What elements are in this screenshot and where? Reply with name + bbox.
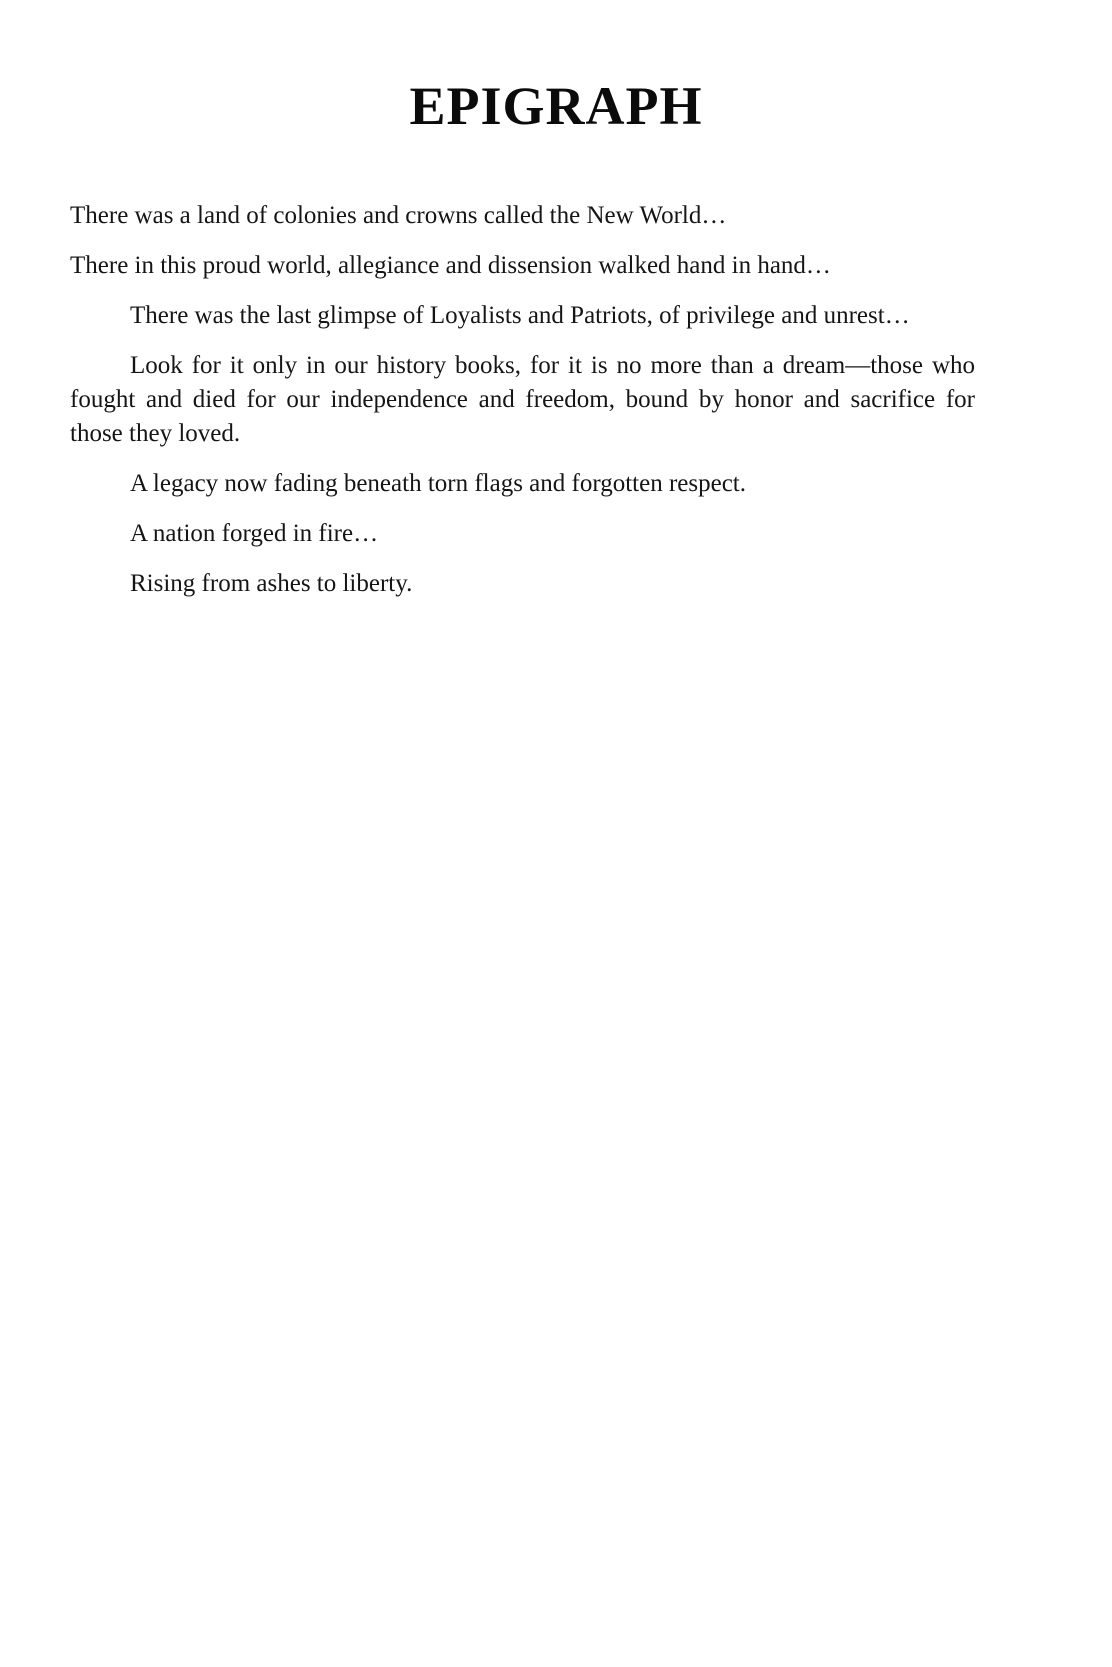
epigraph-body [70, 199, 975, 617]
epigraph-paragraph-6: A nation forged in fire… [130, 520, 379, 547]
page-title: EPIGRAPH [409, 76, 703, 136]
epigraph-paragraph-2: There in this proud world, allegiance and dissension walked hand in hand… [70, 252, 831, 279]
epigraph-paragraph-3: There was the last glimpse of Loyalists and Patriots, of privilege and unrest… [130, 302, 910, 329]
epigraph-paragraph-5: A legacy now fading beneath torn flags and forgotten respect. [130, 470, 747, 497]
epigraph-paragraph-4: Look for it only in our history books, for it is no more than a dream—those who fought and died for our independence and freedom, bound by honor and sacrifice for those they loved. [70, 352, 975, 447]
epigraph-paragraph-1: There was a land of colonies and crowns called the New World… [70, 202, 727, 229]
epigraph-paragraph-7: Rising from ashes to liberty. [130, 570, 413, 597]
